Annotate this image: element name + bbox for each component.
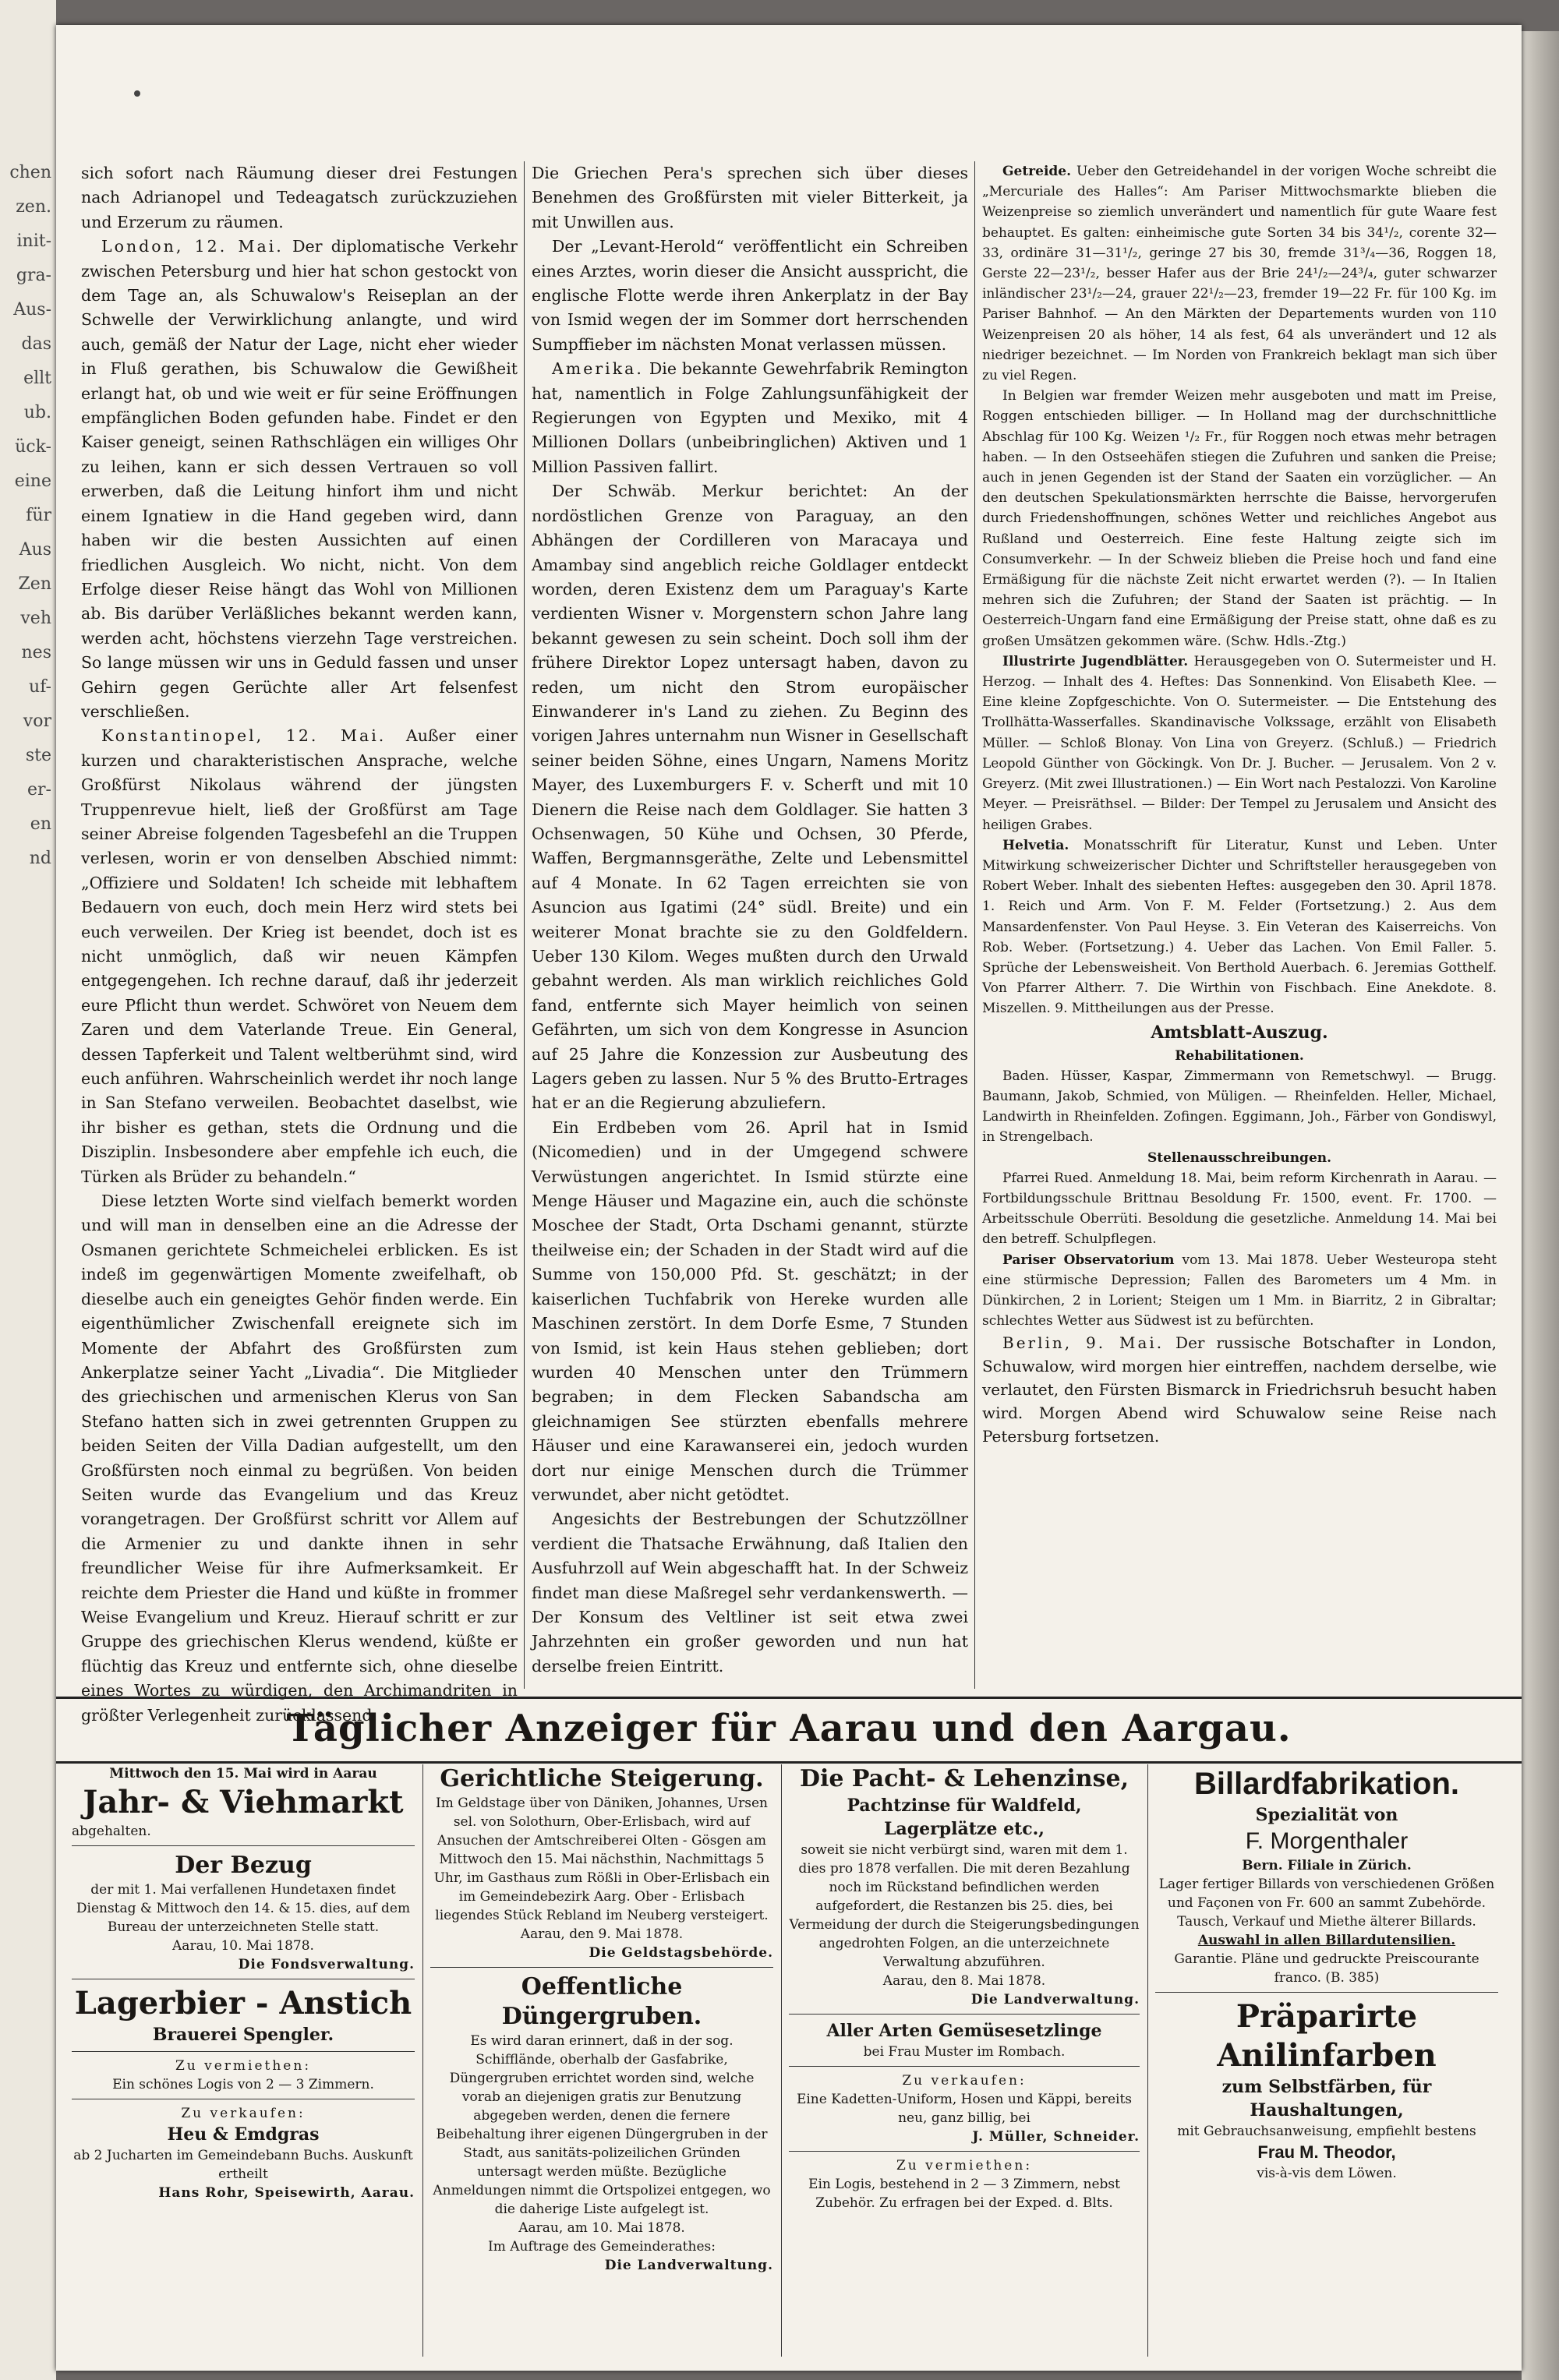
edge-fragment: nes <box>21 643 51 662</box>
ad-subheading: Brauerei Spengler. <box>152 2025 334 2045</box>
ad-name: F. Morgenthaler <box>1245 1828 1409 1854</box>
ad-text: mit Gebrauchsanweisung, empfiehlt bestens <box>1177 2124 1476 2139</box>
section-heading: Pariser Observatorium <box>1002 1252 1175 1268</box>
edge-fragment: ste <box>25 746 51 765</box>
edge-fragment: Aus- <box>13 300 51 320</box>
article-text: Die bekannte Gewehrfabrik Remington hat, namentlich in Folge Zahlungsunfähigkeit der Regierungen von Egypten und Mexiko, mit 4 Millionen Dollars (unbeibringlichen) Aktiven und 1 Million Passiven fallirt. <box>532 359 968 476</box>
ad-heading: Präparirte Anilinfarben <box>1217 1998 1437 2074</box>
ad-column-3 <box>789 1764 1140 2212</box>
masthead-title: Täglicher Anzeiger für Aarau und den Aargau. <box>286 1707 1292 1750</box>
divider <box>789 2014 1140 2015</box>
ad-date: Aarau, 10. Mai 1878. <box>172 1938 314 1954</box>
edge-fragment: ub. <box>23 403 51 422</box>
ad-name: Frau M. Theodor, <box>1257 2142 1396 2162</box>
edge-fragment: das <box>21 334 51 354</box>
article-text: Diese letzten Worte sind vielfach bemerkt worden und will man in denselben eine an die Adresse der Osmanen gerichtete Schmeichelei erblicken. Es ist indeß im gegenwärtigen Momente zweifelhaft, ob dieselbe auch ein geneigtes Gehör finden werde. Ein eigenthümlicher Zwischenfall ereignete sich im Momente der Abfahrt des Großfürsten zum Ankerplatze seiner Yacht „Livadia“. Die Mitglieder des griechischen und armenischen Klerus von San Stefano hatten sich in zwei getrennten Gruppen zu beiden Seiten der Villa Dadian aufgestellt, um den Großfürsten noch einmal zu begrüßen. Von beiden Seiten wurde das Evangelium und das Kreuz vorangetragen. Der Großfürst schritt vor Allem auf die Armenier zu und dankte ihnen in sehr freundlicher Weise für ihre Aufmerksamkeit. Er reichte dem Priester die Hand und küßte in frommer Weise Evangelium und Kreuz. Hierauf schritt er zur Gruppe des griechischen Klerus wendend, küßte er flüchtig das Kreuz und entfernte sich, ohne dieselbe eines Wortes zu würdigen, den Archimandriten in größter Verlegenheit zurücklassend. <box>81 1192 518 1725</box>
article-text: Die Griechen Pera's sprechen sich über dieses Benehmen des Großfürsten mit vieler Bitterkeit, ja mit Unwillen aus. <box>532 164 968 231</box>
article-text: Außer einer kurzen und charakteristischen Ansprache, welche Großfürst Nikolaus während der jüngsten Truppenrevue hielt, ließ der Großfürst am Tage seiner Abreise folgenden Tagesbefehl an die Truppen verlesen, worin er von denselben Abschied nimmt: „Offiziere und Soldaten! Ich scheide mit lebhaftem Bedauern von euch, doch mein Herz wird stets bei euch verweilen. Der Krieg ist beendet, doch ist es nicht unmöglich, daß wir neuen Kämpfen entgegengehen. Ich rechne darauf, daß ihr jederzeit eure Pflicht thun werdet. Schwöret von Neuem dem Zaren und dem Vaterlande Treue. Ein General, dessen Tapferkeit und Talent weltberühmt sind, wird euch anführen. Wahrscheinlich werdet ihr noch lange in San Stefano verweilen. Beobachtet daselbst, wie ihr bisher es gethan, stets die Ordnung und die Disziplin. Insbesondere aber empfehle ich euch, die Türken als Brüder zu behandeln.“ <box>81 726 518 1186</box>
adjacent-page-edge <box>0 0 56 2380</box>
article-text: Monatsschrift für Literatur, Kunst und Leben. Unter Mitwirkung schweizerischer Dichter und Schriftsteller herausgegeben von Robert Weber. Inhalt des siebenten Heftes: ausgegeben den 30. April 1878. 1. Reich und Arm. Von F. M. Felder (Fortsetzung.) 2. Aus dem Mansardenfenster. Von Paul Heyse. 3. Ein Veteran des Kaiserreichs. Von Rob. Weber. (Fortsetzung.) 4. Ueber das Lachen. Von Emil Faller. 5. Sprüche der Lebensweisheit. Von Berthold Auerbach. 6. Jeremias Gotthelf. Von Pfarrer Altherr. 7. Die Wirthin von Fischbach. Eine Anekdote. 8. Miszellen. 9. Mittheilungen aus der Presse. <box>982 837 1497 1017</box>
ad-text: Ein Logis, bestehend in 2 — 3 Zimmern, nebst Zubehör. Zu erfragen bei der Exped. d. Blts. <box>808 2177 1120 2211</box>
ad-text: der mit 1. Mai verfallenen Hundetaxen findet Dienstag & Mittwoch den 14. & 15. dies, auf dem Bureau der unterzeichneten Stelle statt. <box>76 1882 411 1935</box>
ad-text: ab 2 Jucharten im Gemeindebann Buchs. Auskunft ertheilt <box>73 2148 413 2182</box>
article-text: Baden. Hüsser, Kaspar, Zimmermann von Remetschwyl. — Brugg. Baumann, Jakob, Schmied, von Müligen. — Rheinfelden. Heller, Michael, Landwirth in Rheinfelden. Zofingen. Eggimann, Joh., Färber von Gondiswyl, in Strengelbach. <box>982 1068 1497 1146</box>
page-stack-edge <box>1522 31 1559 2380</box>
edge-fragment: für <box>26 506 51 525</box>
dateline: Konstantinopel, 12. Mai. <box>101 726 387 746</box>
article-text: Der russische Botschafter in London, Schuwalow, wird morgen hier eintreffen, nachdem derselbe, wie verlautet, den Fürsten Bismarck in Friedrichsruh besucht haben wird. Morgen Abend wird Schuwalow seine Reise nach Petersburg fortsetzen. <box>982 1333 1497 1446</box>
dateline: London, 12. Mai. <box>101 237 284 256</box>
edge-fragment: vor <box>23 712 51 731</box>
ad-heading: Die Pacht- & Lehenzinse, <box>799 1765 1129 1792</box>
ad-text: Im Auftrage des Gemeinderathes: <box>488 2239 716 2255</box>
edge-fragment: en <box>30 814 51 834</box>
ad-text: abgehalten. <box>72 1824 151 1839</box>
article-london <box>81 235 518 724</box>
ad-subheading: Zu vermiethen: <box>896 2158 1033 2173</box>
divider <box>789 2066 1140 2067</box>
article-observatorium <box>982 1250 1497 1332</box>
ad-text: Bern. Filiale in Zürich. <box>1242 1858 1412 1873</box>
edge-fragment: er- <box>27 780 51 800</box>
ad-text: vis-à-vis dem Löwen. <box>1257 2166 1397 2181</box>
article-text: Pfarrei Rued. Anmeldung 18. Mai, beim reform Kirchenrath in Aarau. — Fortbildungsschule Brittnau Besoldung Fr. 1500, event. Fr. 1700. — Arbeitsschule Oberrüti. Besoldung die gesetzliche. Anmeldung 14. Mai bei den betreff. Schulpflegen. <box>982 1170 1497 1248</box>
stellen-title: Stellenausschreibungen. <box>1147 1149 1332 1166</box>
ad-text: Lager fertiger Billards von verschiedenen Größen und Façonen von Fr. 600 an sammt Zubehörde. Tausch, Verkauf und Miethe älterer Billards. <box>1158 1877 1495 1930</box>
ad-subheading: Zu verkaufen: <box>181 2106 306 2121</box>
amtsblatt-title: Amtsblatt-Auszug. <box>1151 1022 1328 1043</box>
divider <box>789 2151 1140 2152</box>
ad-rule <box>1147 1764 1148 2357</box>
ad-signature: Die Landverwaltung. <box>604 2258 773 2273</box>
ad-text: soweit sie nicht verbürgt sind, waren mit dem 1. dies pro 1878 verfallen. Die mit deren Bezahlung noch im Rückstand befindlichen werden aufgefordert, die Restanzen bis 25. dies, bei Vermeidung der durch die Steigerungsbedingungen angedrohten Folgen, an die unterzeichnete Verwaltung abzuführen. <box>789 1842 1140 1970</box>
ad-date: Aarau, den 9. Mai 1878. <box>520 1926 684 1942</box>
article-text: Ein Erdbeben vom 26. April hat in Ismid (Nicomedien) und in der Umgegend schwere Verwüstungen angerichtet. In Ismid stürzte eine Menge Häuser und Magazine ein, auch die schönste Moschee der Stadt, Orta Dschami genannt, stürzte theilweise ein; der Schaden in der Stadt wird auf die Summe von 150,000 Pfd. St. geschätzt; in der kaiserlichen Tuchfabrik von Hereke wurden alle Maschinen zerstört. In dem Dorfe Esme, 7 Stunden von Ismid, ist kein Haus stehen geblieben; dort wurden 40 Menschen unter den Trümmern begraben; in dem Flecken Sabandscha am gleichnamigen See stürzten ebenfalls mehrere Häuser und eine Karawanserei ein, jedoch wurden dort nur einige Menschen durch die Trümmer verwundet, aber nicht getödtet. <box>532 1118 968 1504</box>
edge-fragment: uf- <box>29 677 51 697</box>
ad-subheading: zum Selbstfärben, für Haushaltungen, <box>1221 2077 1432 2120</box>
article-getreide <box>982 161 1497 386</box>
ad-signature: J. Müller, Schneider. <box>972 2129 1140 2145</box>
newspaper-page <box>56 25 1522 2371</box>
article-text: sich sofort nach Räumung dieser drei Festungen nach Adrianopel und Tedeagatsch zurückzuziehen und Erzerum zu räumen. <box>81 164 518 231</box>
divider <box>72 2051 415 2052</box>
ad-text: Es wird daran erinnert, daß in der sog. Schifflände, oberhalb der Gasfabrike, Düngergruben errichtet worden sind, welche vorab an diejenigen gratis zur Benutzung abgegeben werden, denen die fernere Beibehaltung ihrer eigenen Düngergruben in der Stadt, aus sanitäts-polizeilichen Gründen untersagt werden müßte. Bezügliche Anmeldungen nimmt die Ortspolizei entgegen, wo die daherige Liste aufgelegt ist. <box>433 2033 771 2217</box>
edge-fragment: gra- <box>16 266 51 285</box>
article-text: In Belgien war fremder Weizen mehr ausgeboten und matt im Preise, Roggen entschieden billiger. — In Holland mag der durchschnittliche Abschlag für 100 Kg. Weizen ¹/₂ Fr., für Roggen noch etwas mehr betragen haben. — In den Ostseehäfen stiegen die Zufuhren und sanken die Preise; auch in jenen Gegenden ist der Stand der Saaten ein vorzüglicher. — An den deutschen Spekulationsmärkten herrschte die Baisse, hervorgerufen durch Friedenshoffnungen, schönes Wetter und reichliches Angebot aus Rußland und Oesterreich. Eine feste Haltung zeigte sich im Consumverkehr. — In der Schweiz blieben die Preise hoch und fand eine Ermäßigung für die nächste Zeit nicht erwartet werden (?). — In Italien mehren sich die Zufuhren; der Stand der Saaten ist prächtig. — In Oesterreich-Ungarn fand eine Ermäßigung der Preise statt, ohne daß es zu großen Umsätzen gekommen wäre. (Schw. Hdls.-Ztg.) <box>982 388 1497 649</box>
article-text: vom 13. Mai 1878. Ueber Westeuropa steht eine stürmische Depression; Fallen des Barometers um 4 Mm. in Dünkirchen, 2 in Lorient; Steigen um 1 Mm. in Biarritz, 2 in Gibraltar; schlechtes Wetter aus Südwest ist zu befürchten. <box>982 1252 1497 1329</box>
section-heading: Helvetia. <box>1002 837 1069 853</box>
ad-text: Im Geldstage über von Däniken, Johannes, Ursen sel. von Solothurn, Ober-Erlisbach, wird auf Ansuchen der Amtschreiberei Olten - Gösgen am Mittwoch den 15. Mai nächsthin, Nachmittags 5 Uhr, im Gasthaus zum Rößli in Ober-Erlisbach ein im Gemeindebezirk Aarg. Ober - Erlisbach liegendes Stück Rebland im Neuberg versteigert. <box>433 1796 770 1923</box>
dateline: Berlin, 9. Mai. <box>1002 1333 1165 1353</box>
masthead <box>56 1697 1522 1764</box>
edge-fragment: nd <box>29 849 51 868</box>
ad-column-1 <box>72 1764 415 2202</box>
article-text: Herausgegeben von O. Sutermeister und H. Herzog. — Inhalt des 4. Heftes: Das Sonnenkind. Von Elisabeth Klee. — Eine kleine Zopfgeschichte. Von O. Sutermeister. — Die Entstehung des Trollhätta-Wasserfalles. Skandinavische Volkssage, erzählt von Elisabeth Müller. — Schloß Blonay. Von Lina von Greyerz. (Schluß.) — Friedrich Leopold Günther von Göckingk. Von Dr. J. Bucher. — Jerusalem. Von 2 v. Greyerz. (Mit zwei Illustrationen.) — Ein Wort nach Pestalozzi. Von Karoline Meyer. — Preisräthsel. — Bilder: Der Tempel zu Jerusalem und Ansicht des heiligen Grabes. <box>982 653 1497 833</box>
ad-column-2 <box>430 1764 773 2275</box>
edge-fragment: ück- <box>15 437 51 457</box>
edge-fragment: veh <box>20 609 51 628</box>
column-1 <box>81 161 518 1725</box>
ad-text: bei Frau Muster im Rombach. <box>863 2044 1066 2060</box>
ad-rule <box>781 1764 782 2357</box>
ad-subheading: Heu & Emdgras <box>167 2124 320 2145</box>
edge-fragment: eine <box>14 471 51 491</box>
article-text: Der diplomatische Verkehr zwischen Petersburg und hier hat schon gestockt von dem Tage an, als Schuwalow's Reiseplan an der Schwelle der Verwirklichung anlangte, und wird auch, gemäß der Natur der Lage, nicht eher wieder in Fluß gerathen, bis Schuwalow die Gewißheit erlangt hat, ob und wie weit er für seine Eröffnungen empfänglichen Boden gefunden habe. Findet er den Kaiser geneigt, seinen Rathschlägen ein williges Ohr zu leihen, kann er sich dessen Vertrauen so voll erwerben, daß die Leitung hinfort ihm und nicht einem Ignatiew in die Hand gegeben wird, dann haben wir die besten Aussichten auf einen friedlichen Ausgleich. Wo nicht, nicht. Von dem Erfolge dieser Reise hängt das Wohl von Millionen ab. Bis darüber Verläßliches bekannt werden kann, werden acht, höchstens vierzehn Tage verstreichen. So lange müssen wir uns in Geduld fassen und unser Gehirn gegen Gerüchte aller Art felsenfest verschließen. <box>81 237 518 721</box>
ad-heading: Billardfabrikation. <box>1193 1767 1460 1801</box>
edge-fragment: ellt <box>23 369 51 388</box>
ad-subheading: Spezialität von <box>1255 1805 1398 1825</box>
section-heading: Getreide. <box>1002 164 1072 179</box>
article-text: Angesichts der Bestrebungen der Schutzzöllner verdient die Thatsache Erwähnung, daß Italien den Ausfuhrzoll auf Wein abgeschafft hat. In der Schweiz findet man diese Maßregel sehr verdankenswerth. — Der Konsum des Veltliner ist seit etwa zwei Jahrzehnten ein großer geworden und nun hat derselbe freien Eintritt. <box>532 1510 968 1676</box>
ad-date: Aarau, am 10. Mai 1878. <box>518 2220 685 2236</box>
ad-rule <box>422 1764 423 2357</box>
ad-signature: Hans Rohr, Speisewirth, Aarau. <box>158 2185 415 2201</box>
divider <box>430 1967 773 1968</box>
divider <box>72 1845 415 1846</box>
ad-column-4 <box>1155 1764 1498 2183</box>
ad-subheading: Zu vermiethen: <box>175 2058 312 2074</box>
edge-fragment: chen <box>9 163 51 182</box>
ad-heading: Oeffentliche Düngergruben. <box>501 1973 702 2030</box>
ink-dot <box>134 90 140 97</box>
ad-heading: Aller Arten Gemüsesetzlinge <box>826 2021 1102 2041</box>
article-jugendblaetter <box>982 651 1497 835</box>
rehab-title: Rehabilitationen. <box>1175 1047 1304 1064</box>
ad-subheading: Zu verkaufen: <box>902 2073 1027 2089</box>
ad-heading: Der Bezug <box>175 1852 312 1879</box>
ad-heading: Lagerbier - Anstich <box>74 1985 412 2022</box>
ad-text: Ein schönes Logis von 2 — 3 Zimmern. <box>112 2077 374 2092</box>
edge-fragment: Aus <box>19 540 51 560</box>
dateline: Amerika. <box>552 359 644 379</box>
ad-text: Garantie. Pläne und gedruckte Preiscourante franco. (B. 385) <box>1174 1951 1479 1986</box>
ad-text: Mittwoch den 15. Mai wird in Aarau <box>109 1766 377 1781</box>
ad-signature: Die Landverwaltung. <box>970 1992 1140 2007</box>
ad-subheading: Pachtzinse für Waldfeld, Lagerplätze etc., <box>847 1796 1082 1839</box>
article-berlin <box>982 1331 1497 1448</box>
article-konstantinopel <box>81 724 518 1189</box>
article-text: Der „Levant-Herold“ veröffentlicht ein Schreiben eines Arztes, worin dieser die Ansicht ausspricht, die englische Flotte werde ihren Ankerplatz in der Bay von Ismid wegen der im Sommer dort herrschenden Sumpffieber im nächsten Monat verlassen müssen. <box>532 237 968 354</box>
section-heading: Illustrirte Jugendblätter. <box>1002 653 1189 669</box>
column-2 <box>532 161 968 1693</box>
edge-fragment: Zen <box>18 574 51 594</box>
edge-fragment: zen. <box>16 197 51 217</box>
column-3 <box>982 161 1497 1693</box>
edge-fragment: init- <box>16 231 51 251</box>
article-amerika <box>532 357 968 479</box>
column-rule <box>524 161 525 1689</box>
article-helvetia <box>982 835 1497 1019</box>
divider <box>1155 1992 1498 1993</box>
article-text: Der Schwäb. Merkur berichtet: An der nordöstlichen Grenze von Paraguay, an den Abhängen der Cordilleren von Maracaya und Amambay sind angeblich reiche Goldlager entdeckt worden, deren Existenz dem um Paraguay's Karte verdienten Wisner v. Morgenstern schon Jahre lang bekannt gewesen zu sein scheint. Doch soll ihm der frühere Direktor Lopez untersagt haben, davon zu reden, um nicht den Strom europäischer Einwanderer in's Land zu ziehen. Zu Beginn des vorigen Jahres unternahm nun Wisner in Gesellschaft seiner beiden Söhne, eines Ungarn, Namens Moritz Mayer, des Luxemburgers F. v. Scherft und mit 10 Dienern die Reise nach dem Goldlager. Sie hatten 3 Ochsenwagen, 50 Kühe und Ochsen, 30 Pferde, Waffen, Bergmannsgeräthe, Zelte und Lebensmittel auf 4 Monate. In 62 Tagen erreichten sie von Asuncion aus Igatimi (24° südl. Breite) und ein weiterer Monat brachte sie zu den Goldfeldern. Ueber 130 Kilom. Weges mußten durch den Urwald gebahnt werden. Als man wirklich reichliches Gold fand, entfernte sich Mayer heimlich von seinen Gefährten, um sich von dem Kongresse in Asuncion auf 25 Jahre die Konzession zur Ausbeutung des Lagers geben zu lassen. Nur 5 % des Brutto-Ertrages hat er an die Regierung abzuliefern. <box>532 482 968 1113</box>
ad-date: Aarau, den 8. Mai 1878. <box>882 1973 1046 1989</box>
ad-heading: Gerichtliche Steigerung. <box>440 1765 764 1792</box>
ad-text: Eine Kadetten-Uniform, Hosen und Käppi, bereits neu, ganz billig, bei <box>796 2092 1133 2126</box>
ad-signature: Die Geldstagsbehörde. <box>589 1945 773 1961</box>
ad-heading: Jahr- & Viehmarkt <box>83 1784 404 1820</box>
article-text: Ueber den Getreidehandel in der vorigen Woche schreibt die „Mercuriale des Halles“: Am Pariser Mittwochsmarkte blieben die Weizenpreise so ziemlich unverändert und namentlich für gute Waare fest behauptet. Es galten: einheimische gute Sorten 34 bis 34¹/₂, corente 32—33, ordinäre 31—31¹/₂, geringe 27 bis 30, fremde 31³/₄—36, Roggen 18, Gerste 22—23¹/₂, besser Hafer aus der Brie 24¹/₂—24³/₄, guter schwarzer inländischer 23¹/₂—24, grauer 22¹/₂—23, fremder 19—22 Fr. für 100 Kg. im Pariser Bahnhof. — An den Märkten der Departements wurden von 110 Weizenpreisen 20 als höher, 14 als fest, 64 als unverändert und 12 als niedriger bezeichnet. — Im Norden von Frankreich beklagt man sich über zu viel Regen. <box>982 164 1497 384</box>
ad-text: Auswahl in allen Billardutensilien. <box>1197 1933 1456 1948</box>
column-rule <box>974 161 975 1689</box>
ad-signature: Die Fondsverwaltung. <box>238 1957 415 1972</box>
